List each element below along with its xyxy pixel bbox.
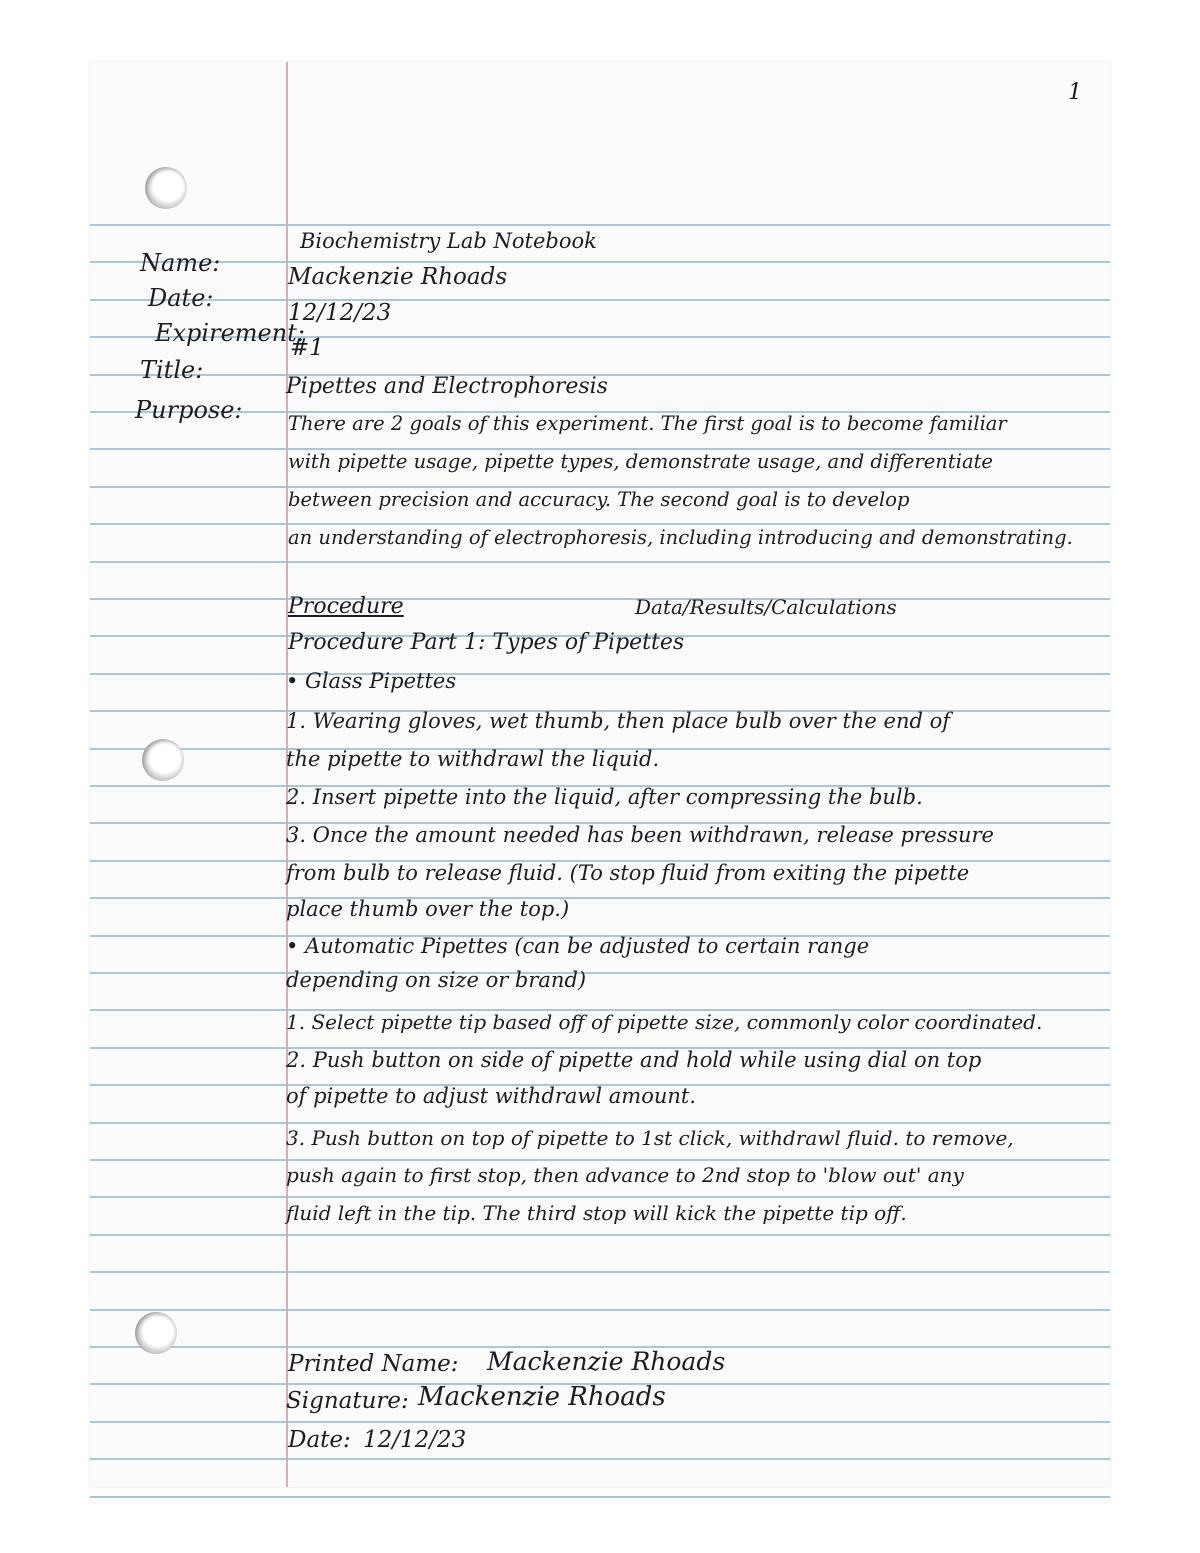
ruled-line: [90, 1496, 1110, 1498]
name-label: Name:: [140, 249, 221, 277]
purpose-line: with pipette usage, pipette types, demonstrate usage, and differentiate: [288, 450, 993, 473]
ruled-line: [90, 598, 1110, 600]
procedure-line: 3. Push button on top of pipette to 1st click, withdrawl fluid. to remove,: [286, 1126, 1014, 1150]
signature-label: Signature:: [286, 1388, 409, 1414]
procedure-line: of pipette to adjust withdrawl amount.: [286, 1084, 697, 1108]
printed-name-value: Mackenzie Rhoads: [487, 1347, 726, 1376]
page-number: 1: [1068, 80, 1082, 105]
purpose-line: between precision and accuracy. The second goal is to develop: [288, 488, 910, 511]
footer-date-value: 12/12/23: [363, 1427, 467, 1453]
procedure-line: 1. Wearing gloves, wet thumb, then place bulb over the end of: [286, 709, 951, 733]
procedure-line: 3. Once the amount needed has been withdrawn, release pressure: [286, 823, 994, 847]
data-results-heading: Data/Results/Calculations: [635, 595, 897, 619]
procedure-part1-heading: Procedure Part 1: Types of Pipettes: [288, 630, 685, 655]
purpose-label: Purpose:: [135, 396, 243, 424]
procedure-line: 2. Insert pipette into the liquid, after compressing the bulb.: [286, 785, 923, 809]
ruled-line: [90, 561, 1110, 563]
ruled-line: [90, 299, 1110, 301]
footer-date-label: Date:: [288, 1427, 351, 1453]
purpose-line: There are 2 goals of this experiment. The first goal is to become familiar: [288, 412, 1007, 435]
procedure-line: • Glass Pipettes: [286, 669, 457, 693]
title-value: Pipettes and Electrophoresis: [286, 374, 608, 399]
signature-value: Mackenzie Rhoads: [418, 1382, 666, 1412]
procedure-line: the pipette to withdrawl the liquid.: [286, 747, 660, 771]
procedure-line: from bulb to release fluid. (To stop fluid from exiting the pipette: [286, 861, 970, 885]
procedure-line: 1. Select pipette tip based off of pipette size, commonly color coordinated.: [286, 1010, 1043, 1034]
ruled-line: [90, 897, 1110, 899]
date-label: Date:: [148, 284, 214, 312]
title-label: Title:: [140, 356, 204, 384]
ruled-line: [90, 972, 1110, 974]
procedure-line: push again to first stop, then advance to 2nd stop to 'blow out' any: [286, 1163, 964, 1187]
date-value: 12/12/23: [288, 300, 392, 326]
notebook-title: Biochemistry Lab Notebook: [300, 229, 597, 253]
printed-name-label: Printed Name:: [288, 1351, 459, 1377]
procedure-heading: Procedure: [288, 594, 404, 619]
binder-hole-bottom: [135, 1312, 177, 1354]
experiment-value: #1: [290, 335, 324, 361]
ruled-line: [90, 1458, 1110, 1460]
binder-hole-middle: [142, 739, 184, 781]
procedure-line: place thumb over the top.): [286, 897, 570, 921]
experiment-label: Expirement:: [155, 319, 305, 347]
procedure-line: fluid left in the tip. The third stop will kick the pipette tip off.: [286, 1201, 907, 1225]
procedure-line: depending on size or brand): [286, 968, 587, 992]
ruled-line: [90, 224, 1110, 226]
ruled-line: [90, 1421, 1110, 1423]
ruled-line: [90, 1309, 1110, 1311]
binder-hole-top: [145, 167, 187, 209]
ruled-line: [90, 261, 1110, 263]
ruled-line: [90, 1271, 1110, 1273]
procedure-line: 2. Push button on side of pipette and hold while using dial on top: [286, 1048, 982, 1072]
notebook-page: [90, 62, 1110, 1487]
ruled-line: [90, 673, 1110, 675]
procedure-line: • Automatic Pipettes (can be adjusted to certain range: [286, 934, 870, 958]
purpose-line: an understanding of electrophoresis, including introducing and demonstrating.: [288, 526, 1073, 549]
ruled-line: [90, 1234, 1110, 1236]
name-value: Mackenzie Rhoads: [288, 264, 508, 290]
